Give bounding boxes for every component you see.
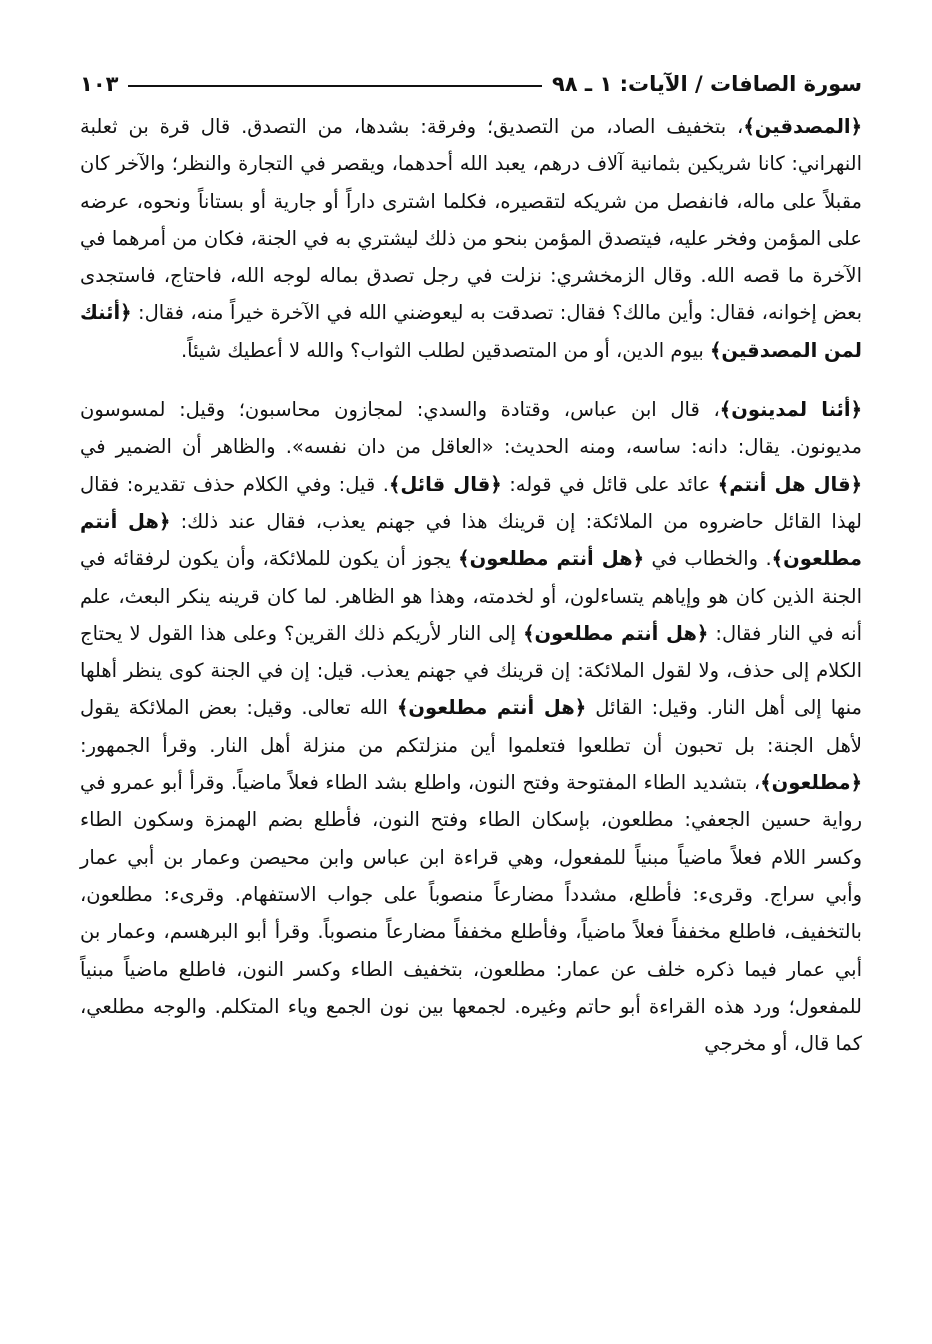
paragraph-2: ﴿أئنا لمدينون﴾، قال ابن عباس، وقتادة والسدي: لمجازون محاسبون؛ وقيل: لمسوسون مديونون. يقال: دانه: ساسه، ومنه الحديث: «العاقل من دان نفسه». والظاهر أن الضمير في ﴿قال هل أنتم﴾ عائد على قائل في قوله: ﴿قال قائل﴾. قيل: وفي الكلام حذف تقديره: فقال لهذا القائل حاضروه من الملائكة: إن قرينك هذا في جهنم يعذب، فقال عند ذلك: ﴿هل أنتم مطلعون﴾. والخطاب في ﴿هل أنتم مطلعون﴾ يجوز أن يكون للملائكة، وأن يكون لرفقائه في الجنة الذين كان هو وإياهم يتساءلون، أو لخدمته، وهذا هو الظاهر. لما كان قرينه ينكر البعث، علم أنه في النار فقال: ﴿هل أنتم مطلعون﴾ إلى النار لأريكم ذلك القرين؟ وعلى هذا القول لا يحتاج الكلام إلى حذف، ولا لقول الملائكة: إن قرينك في جهنم يعذب. قيل: إن في الجنة كوى ينظر أهلها منها إلى أهل النار. وقيل: القائل ﴿هل أنتم مطلعون﴾ الله تعالى. وقيل: بعض الملائكة يقول لأهل الجنة: بل تحبون أن تطلعوا فتعلموا أين منزلتكم من منزلة أهل النار. وقرأ الجمهور: ﴿مطلعون﴾، بتشديد الطاء المفتوحة وفتح النون، واطلع بشد الطاء فعلاً ماضياً. وقرأ أبو عمرو في رواية حسين الجعفي: مطلعون، بإسكان الطاء وفتح النون، فأطلع بضم الهمزة وسكون الطاء وكسر اللام فعلاً ماضياً مبنياً للمفعول، وهي قراءة ابن عباس وابن محيصن وعمار بن أبي عمار وأبي سراج. وقرىء: فأطلع، مشدداً مضارعاً منصوباً على جواب الاستفهام. وقرىء: مطلعون، بالتخفيف، فاطلع مخففاً فعلاً ماضياً، وفأطلع مخففاً مضارعاً منصوباً. وقرأ أبو البرهسم، وعمار بن أبي عمار فيما ذكره خلف عن عمار: مطلعون، بتخفيف الطاء وكسر النون، فاطلع ماضياً مبنياً للمفعول؛ ورد هذه القراءة أبو حاتم وغيره. لجمعها بين نون الجمع وياء المتكلم. والوجه مطلعي، كما قال، أو مخرجي <box>80 398 863 1056</box>
surah-title: سورة الصافات / الآيات: ١ ـ ٩٨ <box>551 72 862 96</box>
paragraph-1: ﴿المصدقين﴾، بتخفيف الصاد، من التصديق؛ وفرقة: بشدها، من التصدق. قال قرة بن ثعلبة النهراني: كانا شريكين بثمانية آلاف درهم، يعبد الله أحدهما، ويقصر في التجارة والنظر؛ والآخر كان مقبلاً على ماله، فانفصل من شريكه لتقصيره، فكلما اشترى داراً أو جارية أو بستاناً ونحوه، عرضه على المؤمن وفخر عليه، فيتصدق المؤمن بنحو من ذلك ليشتري به في الجنة، فكان من أمرهما في الآخرة ما قصه الله. وقال الزمخشري: نزلت في رجل تصدق بماله لوجه الله، فاحتاج، فاستجدى بعض إخوانه، فقال: وأين مالك؟ فقال: تصدقت به ليعوضني الله في الآخرة خيراً منه، فقال: ﴿أئنك لمن المصدقين﴾ بيوم الدين، أو من المتصدقين لطلب الثواب؟ والله لا أعطيك شيئاً. <box>80 115 862 362</box>
quran-quote: ﴿المصدقين﴾ <box>743 115 862 138</box>
quran-quote: ﴿أئنا لمدينون﴾ <box>719 398 862 422</box>
quran-quote: ﴿هل أنتم مطلعون﴾ <box>523 621 709 645</box>
quran-quote: ﴿قال قائل﴾ <box>388 472 502 496</box>
running-header <box>80 60 862 96</box>
page <box>80 60 862 1062</box>
header-rule <box>128 85 542 87</box>
quran-quote: ﴿قال هل أنتم﴾ <box>717 472 863 496</box>
quran-quote: ﴿هل أنتم مطلعون﴾ <box>458 547 645 571</box>
quran-quote: ﴿هل أنتم مطلعون﴾ <box>80 509 862 571</box>
page-number: ١٠٣ <box>80 72 119 96</box>
quran-quote: ﴿هل أنتم مطلعون﴾ <box>396 696 587 720</box>
quran-quote: ﴿مطلعون﴾ <box>760 771 862 795</box>
quran-quote: ﴿أئنك لمن المصدقين﴾ <box>80 301 862 362</box>
